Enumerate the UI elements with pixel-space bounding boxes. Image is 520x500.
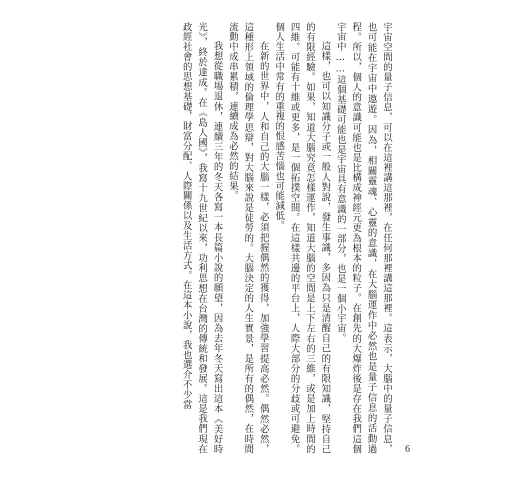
paragraph-1: 宇宙空間的量子信息，可以在這裡講這那裡，在任何那裡講這那裡。這表示，大腦中的量子信息，也可能在宇宙中遨遊。因為，相關靈魂、心靈的意識，在大腦運作中必然也是量子信息的活動過程。所以，個人的意識可能也是比構成神經元更為根本的粒子。在創先的大爆炸後是存在我們這個宇宙中……這個基礎可能也是宇宙具有意識的一部分，也是一個小宇宙。 <box>334 22 392 454</box>
page-number: 6 <box>405 444 410 455</box>
vertical-text-body <box>58 22 394 454</box>
paragraph-4: 我想從職場退休，連續三年的冬天各寫一本長篇小說的願望，因為去年冬天寫出這本《美好時光》，終於達成。在《島人國》，我寫十九世紀以來，功利思想在台灣的傳統和發展。這是我們現在政經社會的思想基礎，財富分配、人際關係以及生活方式。在這本小說，我也選介不少當 <box>180 22 223 454</box>
paragraph-3: 在新的世界中，人和自己的大腦一樣，必須把握偶然的獲得，加強學習提高必然。偶然必然，這種形上領域的倫理學思辯，對大腦來說是徒勞的。大腦決定的人生實景，是所有的偶然，在時間流動中成串累積，連續成為必然的結果。 <box>226 22 269 454</box>
paragraph-2: 這樣，也可以知識分子或一般人對說，發生事識，多因為只是清醒自己的有限知識，堅持自己的有限經驗。如果，知道大腦究竟怎樣運作，知道大腦的空間是上下左右的三維，或是加上時間的四維。可能有十維或更多，是一個拓撲空間。在這樣共邊的平台上，人際大部分的分歧或可避免。個人生活中常有的重複的恨感苦惱也可能減低。 <box>273 22 331 454</box>
